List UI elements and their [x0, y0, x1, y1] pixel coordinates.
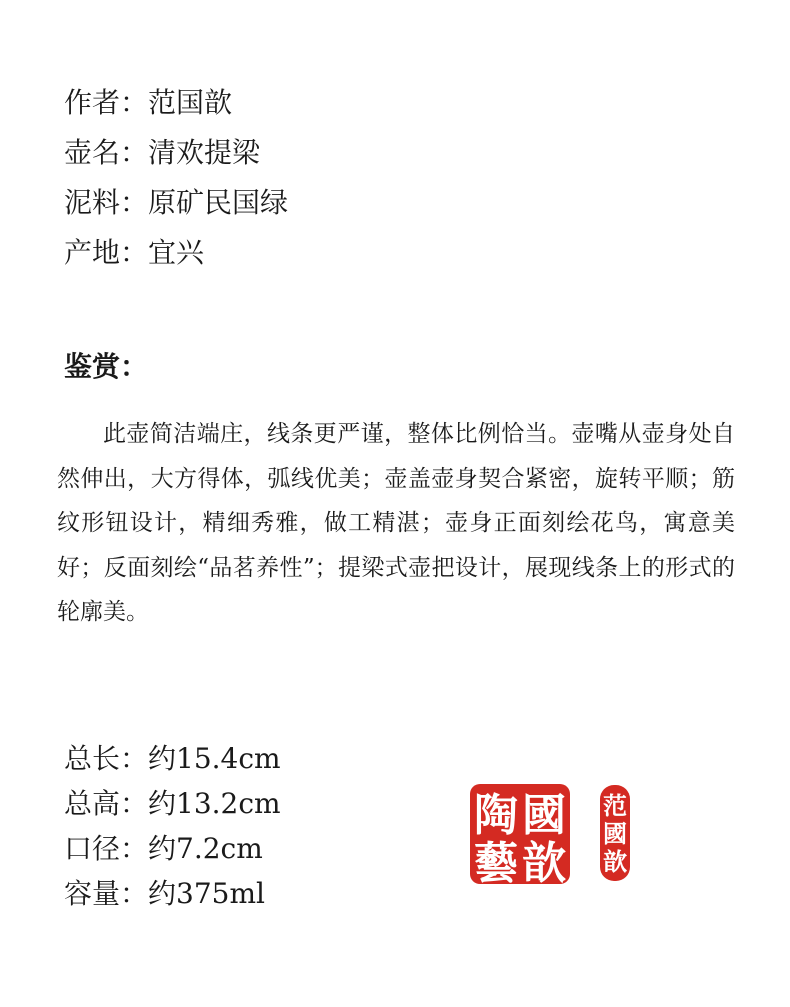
svg-text:范: 范 [603, 791, 627, 820]
dim-value: 约13.2cm [148, 787, 281, 820]
info-label: 壶名： [64, 136, 149, 169]
svg-text:國: 國 [603, 819, 627, 848]
dim-value: 约7.2cm [148, 832, 263, 865]
dim-row-length [64, 738, 281, 783]
appreciation-text: 此壶简洁端庄，线条更严谨，整体比例恰当。壶嘴从壶身处自然伸出，大方得体，弧线优美；壶盖壶身契合紧密，旋转平顺；筋纹形钮设计，精细秀雅，做工精湛；壶身正面刻绘花鸟，寓意美好；反面刻绘“品茗养性”；提梁式壶把设计，展现线条上的形式的轮廓美。 [57, 421, 735, 626]
info-value: 宜兴 [148, 236, 205, 269]
info-label: 产地： [64, 236, 149, 269]
info-row-clay [64, 182, 288, 232]
square-seal-stamp [468, 782, 572, 886]
svg-text:陶: 陶 [474, 790, 518, 841]
dim-value: 约375ml [148, 877, 265, 910]
dim-row-mouth [64, 828, 281, 873]
dim-label: 口径： [64, 832, 149, 865]
info-value: 范国歆 [148, 86, 233, 119]
svg-text:歆: 歆 [603, 847, 627, 876]
dim-row-height [64, 783, 281, 828]
svg-text:藝: 藝 [474, 838, 518, 886]
svg-text:國: 國 [522, 790, 566, 841]
dim-label: 容量： [64, 877, 149, 910]
info-row-origin [64, 232, 288, 282]
appreciation-title: 鉴赏： [64, 350, 149, 383]
svg-text:歆: 歆 [522, 838, 566, 886]
info-section [64, 82, 288, 282]
dim-label: 总长： [64, 742, 149, 775]
info-value: 清欢提梁 [148, 136, 261, 169]
info-value: 原矿民国绿 [148, 186, 289, 219]
info-row-pot-name [64, 132, 288, 182]
dim-value: 约15.4cm [148, 742, 281, 775]
oval-seal-stamp [599, 784, 631, 882]
dim-label: 总高： [64, 787, 149, 820]
dim-row-capacity [64, 873, 281, 918]
info-label: 泥料： [64, 186, 149, 219]
dimensions-section [64, 738, 281, 918]
info-label: 作者： [64, 86, 149, 119]
info-row-author [64, 82, 288, 132]
